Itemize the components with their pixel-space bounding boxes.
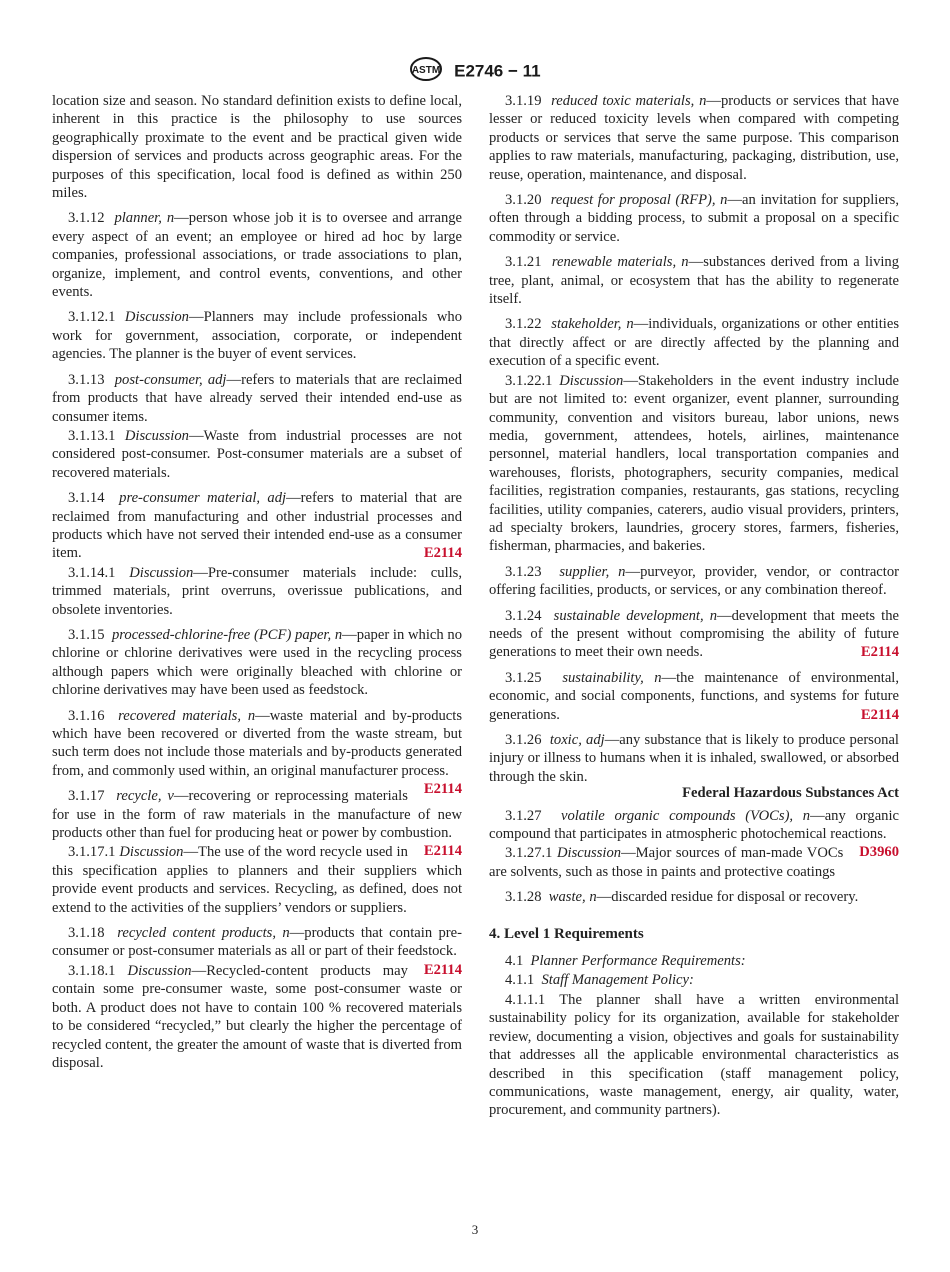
reference-link[interactable]: E2114 xyxy=(423,781,462,798)
astm-logo-icon xyxy=(409,56,443,87)
document-designation: E2746 − 11 xyxy=(454,61,541,81)
definition-3-1-23: 3.1.23 supplier, n—purveyor, provider, vendor, or contractor offering facilities, products, or services, or any combination thereof. xyxy=(489,563,899,599)
subsection-4-1: 4.1 Planner Performance Requirements: xyxy=(505,953,746,970)
section-heading: 4. Level 1 Requirements xyxy=(489,925,644,942)
definition-3-1-12: 3.1.12 planner, n—person whose job it is to oversee and arrange every aspect of an event; an employee or hired ad hoc by large companies, professional associations, or trade associations to plan, organize, implement, and control events, conventions, and other events. xyxy=(52,210,463,301)
reference-link[interactable]: E2114 xyxy=(423,545,462,562)
document-header xyxy=(0,56,950,87)
requirement-4-1-1-1: 4.1.1.1 The planner shall have a written environmental sustainability policy for its organization, available for stakeholder review, documenting a vision, objectives and goals for sustainability that addresses all the applicable environmental characteristics as described in this specification (staff management policy, communications, waste management, energy, air quality, water, procurement, and community partners). xyxy=(489,991,899,1119)
reference-link[interactable]: E2114 xyxy=(860,706,899,723)
page-number: 3 xyxy=(471,1222,479,1237)
definition-3-1-18: 3.1.18 recycled content products, n—products that contain pre-consumer or post-consumer materials as all or part of their feedstock. E2114 xyxy=(52,925,462,978)
paragraph-continuation: location size and season. No standard definition exists to define local, inherent in this practice is the philosophy to use sources geographically proximate to the event and be practical given wide dispersion of services and products across geographic areas. For the purposes of this specification, local food is defined as within 250 miles. xyxy=(52,93,462,202)
definition-3-1-16: 3.1.16 recovered materials, n—waste material and by-products which have been recovered or diverted from the waste stream, but such term does not include those materials and by-products generated from, and commonly used within, an original manufacturer process. E2114 xyxy=(52,707,463,798)
reference-source: Federal Hazardous Substances Act xyxy=(682,785,899,802)
definition-3-1-21: 3.1.21 renewable materials, n—substances derived from a living tree, plant, animal, or ecosystem that has the ability to regenerate itself. xyxy=(489,254,900,308)
discussion-3-1-27-1: 3.1.27.1 Discussion—Major sources of man-made VOCs are solvents, such as those in paints and protective coatings xyxy=(489,845,844,880)
discussion-3-1-14-1: 3.1.14.1 Discussion—Pre-consumer materials include: culls, trimmed materials, print overruns, overissue publications, and obsolete inventories. xyxy=(52,564,463,618)
definition-3-1-17: 3.1.17 recycle, v—recovering or reprocessing materials for use in the form of raw materials in the manufacture of new products other than fuel for producing heat or power by combustion. E2114 xyxy=(52,788,462,860)
svg-text:ASTM: ASTM xyxy=(412,65,441,76)
definition-3-1-26: 3.1.26 toxic, adj—any substance that is likely to produce personal injury or illness to humans when it is inhaled, swallowed, or absorbed through the skin. xyxy=(489,732,899,785)
definition-3-1-22: 3.1.22 stakeholder, n—individuals, organizations or other entities that directly affect or are directly affected by the planning and execution of a specific event. xyxy=(489,316,899,370)
reference-link[interactable]: E2114 xyxy=(423,843,462,860)
reference-link[interactable]: E2114 xyxy=(423,961,462,978)
discussion-3-1-17-1: 3.1.17.1 Discussion—The use of the word recycle used in this specification applies to planners and their suppliers which provide event products and services. Recycling, as defined, does not extend to the activities of the suppliers’ vendors or suppliers. xyxy=(52,844,462,916)
left-column xyxy=(52,92,462,1079)
definition-3-1-25: 3.1.25 sustainability, n—the maintenance of environmental, economic, and social components, functions, and systems for future generations. E2114 xyxy=(489,669,900,723)
right-column xyxy=(489,92,899,1127)
subsection-4-1-1: 4.1.1 Staff Management Policy: xyxy=(505,972,694,989)
discussion-3-1-13-1: 3.1.13.1 Discussion—Waste from industrial processes are not considered post-consumer. Post-consumer materials are a subset of recovered materials. xyxy=(52,427,462,481)
definition-3-1-15: 3.1.15 processed-chlorine-free (PCF) paper, n—paper in which no chlorine or chlorine derivatives were used in the recycling process although papers which were originally bleached with chlorine or chlorine derivatives may have been used as feedstock. xyxy=(52,626,463,699)
definition-3-1-24: 3.1.24 sustainable development, n—development that meets the needs of the present without compromising the ability of future generations to meet their own needs. E2114 xyxy=(489,607,899,661)
reference-link[interactable]: D3960 xyxy=(859,844,899,861)
definition-3-1-19: 3.1.19 reduced toxic materials, n—products or services that have lesser or reduced toxicity levels when compared with competing products or services that serve the same purpose. This comparison applies to raw materials, manufacturing, packaging, distribution, use, reuse, operation, maintenance, and disposal. xyxy=(489,93,899,183)
definition-3-1-13: 3.1.13 post-consumer, adj—refers to materials that are reclaimed from products that have already served their intended end-use as consumer items. xyxy=(52,371,463,425)
definition-3-1-28: 3.1.28 waste, n—discarded residue for disposal or recovery. xyxy=(505,889,859,906)
definition-3-1-14: 3.1.14 pre-consumer material, adj—refers to material that are reclaimed from manufacturing and other industrial processes and products which have not served their intended end-use as a consumer item. E2114 xyxy=(52,490,463,562)
discussion-3-1-22-1: 3.1.22.1 Discussion—Stakeholders in the event industry include but are not limited to: event organizer, event planner, surrounding community, convention and visitors bureau, labor unions, news media, government, attendees, hotels, airlines, maintenance personnel, material handlers, local transportation companies and warehouses, florists, photographers, security companies, medical facilities, registration companies, restaurants, gas stations, recycling facilities, utility companies, caterers, audio visual providers, printers, ad specialty brokers, laundries, grocery stores, farmers, fisheries, fisherman, pharmacies, and bakeries. xyxy=(489,372,899,555)
definition-3-1-27: 3.1.27 volatile organic compounds (VOCs), n—any organic compound that participates in atmospheric photochemical reactions. D3960 xyxy=(489,807,900,861)
reference-link[interactable]: E2114 xyxy=(860,644,899,661)
discussion-3-1-12-1: 3.1.12.1 Discussion—Planners may include professionals who work for government, association, corporate, or independent agencies. The planner is the buyer of event services. xyxy=(52,309,462,363)
discussion-3-1-18-1: 3.1.18.1 Discussion—Recycled-content products may contain some pre-consumer waste, some post-consumer waste or both. A product does not have to contain 100 % recovered materials to be considered “recycled,” but clearly the higher the percentage of recycled content, the greater the amount of waste that is diverted from disposal. xyxy=(52,962,462,1071)
definition-3-1-20: 3.1.20 request for proposal (RFP), n—an invitation for suppliers, often through a bidding process, to submit a proposal on a specific commodity or service. xyxy=(489,192,899,245)
